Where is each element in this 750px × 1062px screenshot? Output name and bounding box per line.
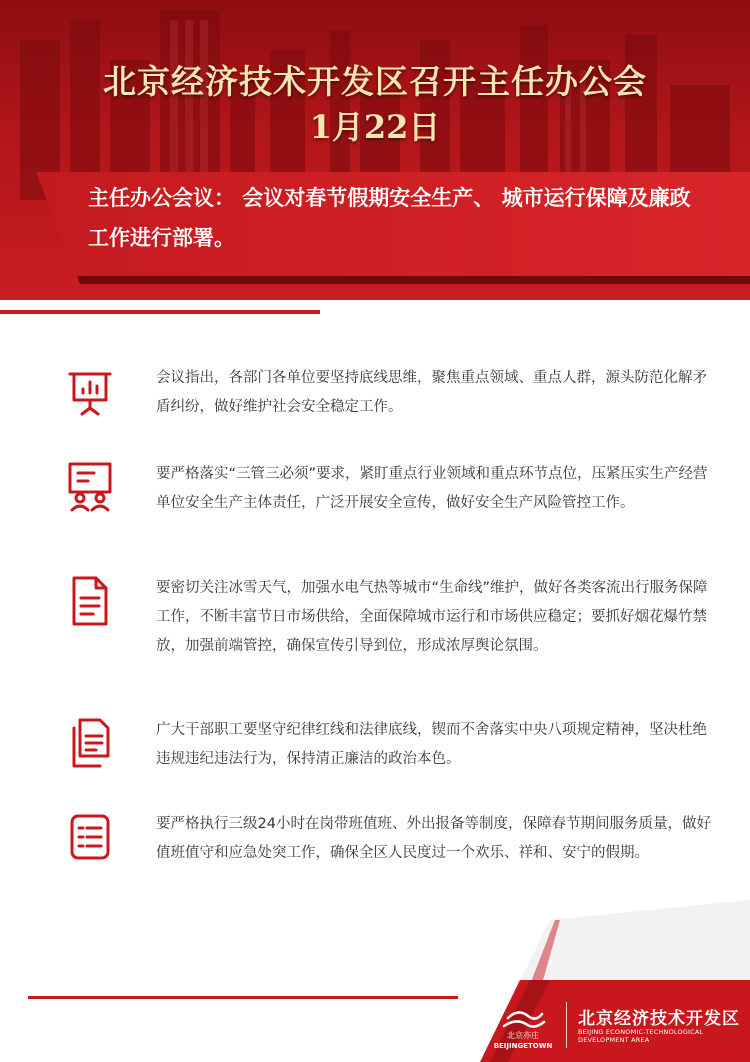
summary-banner-text: 主任办公会议： 会议对春节假期安全生产、 城市运行保障及廉政工作进行部署。: [88, 186, 691, 250]
document-icon: [66, 574, 114, 628]
logo-english-text: BEIJINGETOWN: [493, 1042, 553, 1050]
item-text: 广大干部职工要坚守纪律红线和法律底线，锲而不舍落实中央八项规定精神，坚决杜绝违规违纪违法行为，保持清正廉洁的政治本色。: [156, 722, 707, 767]
item-text: 要严格落实“三管三必须”要求，紧盯重点行业领域和重点环节点位，压紧压实生产经营单位安全生产主体责任，广泛开展安全宣传，做好安全生产风险管控工作。: [156, 466, 708, 511]
footer-divider: [28, 996, 458, 999]
documents-stack-icon: [66, 716, 114, 770]
list-icon: [66, 810, 114, 864]
item-text: 会议指出，各部门各单位要坚持底线思维，聚焦重点领域、重点人群，源头防范化解矛盾纠纷，做好维护社会安全稳定工作。: [156, 370, 707, 415]
section-divider: [0, 310, 320, 314]
organization-name: 北京经济技术开发区: [578, 1009, 740, 1029]
meeting-people-icon: [66, 460, 114, 514]
meeting-date: 1月22日: [309, 108, 441, 146]
item-text: 要严格执行三级24小时在岗带班值班、外出报备等制度，保障春节期间服务质量，做好值班值守和应急处突工作，确保全区人民度过一个欢乐、祥和、安宁的假期。: [156, 816, 711, 861]
organization-name-english: BEIJING ECONOMIC-TECHNOLOGICAL DEVELOPMENT AREA: [578, 1028, 704, 1044]
page-title: 北京经济技术开发区召开主任办公会: [103, 62, 647, 101]
item-text: 要密切关注冰雪天气，加强水电气热等城市“生命线”维护，做好各类客流出行服务保障工作，不断丰富节日市场供给，全面保障城市运行和市场供应稳定；要抓好烟花爆竹禁放，加强前端管控，确保宣传引导到位，形成浓厚舆论氛围。: [156, 580, 708, 654]
footer-separator: [566, 1002, 567, 1048]
presentation-chart-icon: [66, 364, 114, 418]
logo-chinese-text: 北京亦庄: [507, 1031, 539, 1040]
